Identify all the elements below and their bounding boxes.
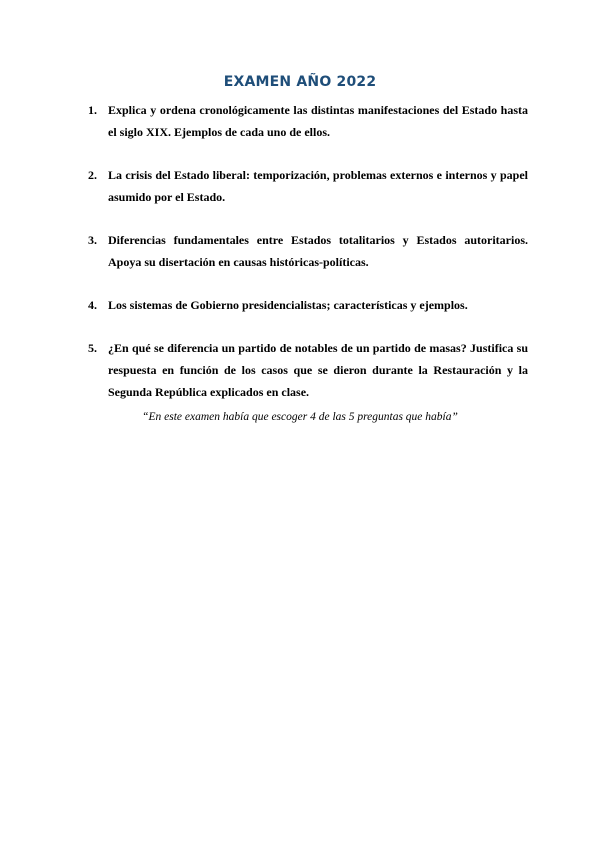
question-item-4 [88,294,528,316]
page-title: EXAMEN AÑO 2022 [223,74,377,90]
question-item-2 [88,164,528,208]
question-number: 3. [88,233,97,247]
question-text: La crisis del Estado liberal: temporización, problemas externos e internos y papel asumido por el Estado. [108,168,528,204]
question-item-1 [88,99,528,143]
question-text: ¿En qué se diferencia un partido de notables de un partido de masas? Justifica su respuesta en función de los casos que se dieron durante la Restauración y la Segunda República explicados en clase. [108,341,528,399]
question-text: Diferencias fundamentales entre Estados totalitarios y Estados autoritarios. Apoya su disertación en causas históricas-políticas. [108,233,528,269]
question-item-5 [88,337,528,403]
question-number: 1. [88,103,97,117]
question-text: Explica y ordena cronológicamente las distintas manifestaciones del Estado hasta el siglo XIX. Ejemplos de cada uno de ellos. [108,103,528,139]
question-number: 2. [88,168,97,182]
question-text: Los sistemas de Gobierno presidencialistas; características y ejemplos. [108,298,468,312]
question-list [88,99,528,424]
question-number: 5. [88,341,97,355]
question-number: 4. [88,298,97,312]
exam-note: “En este examen había que escoger 4 de las 5 preguntas que había” [142,411,458,423]
question-item-3 [88,229,528,273]
